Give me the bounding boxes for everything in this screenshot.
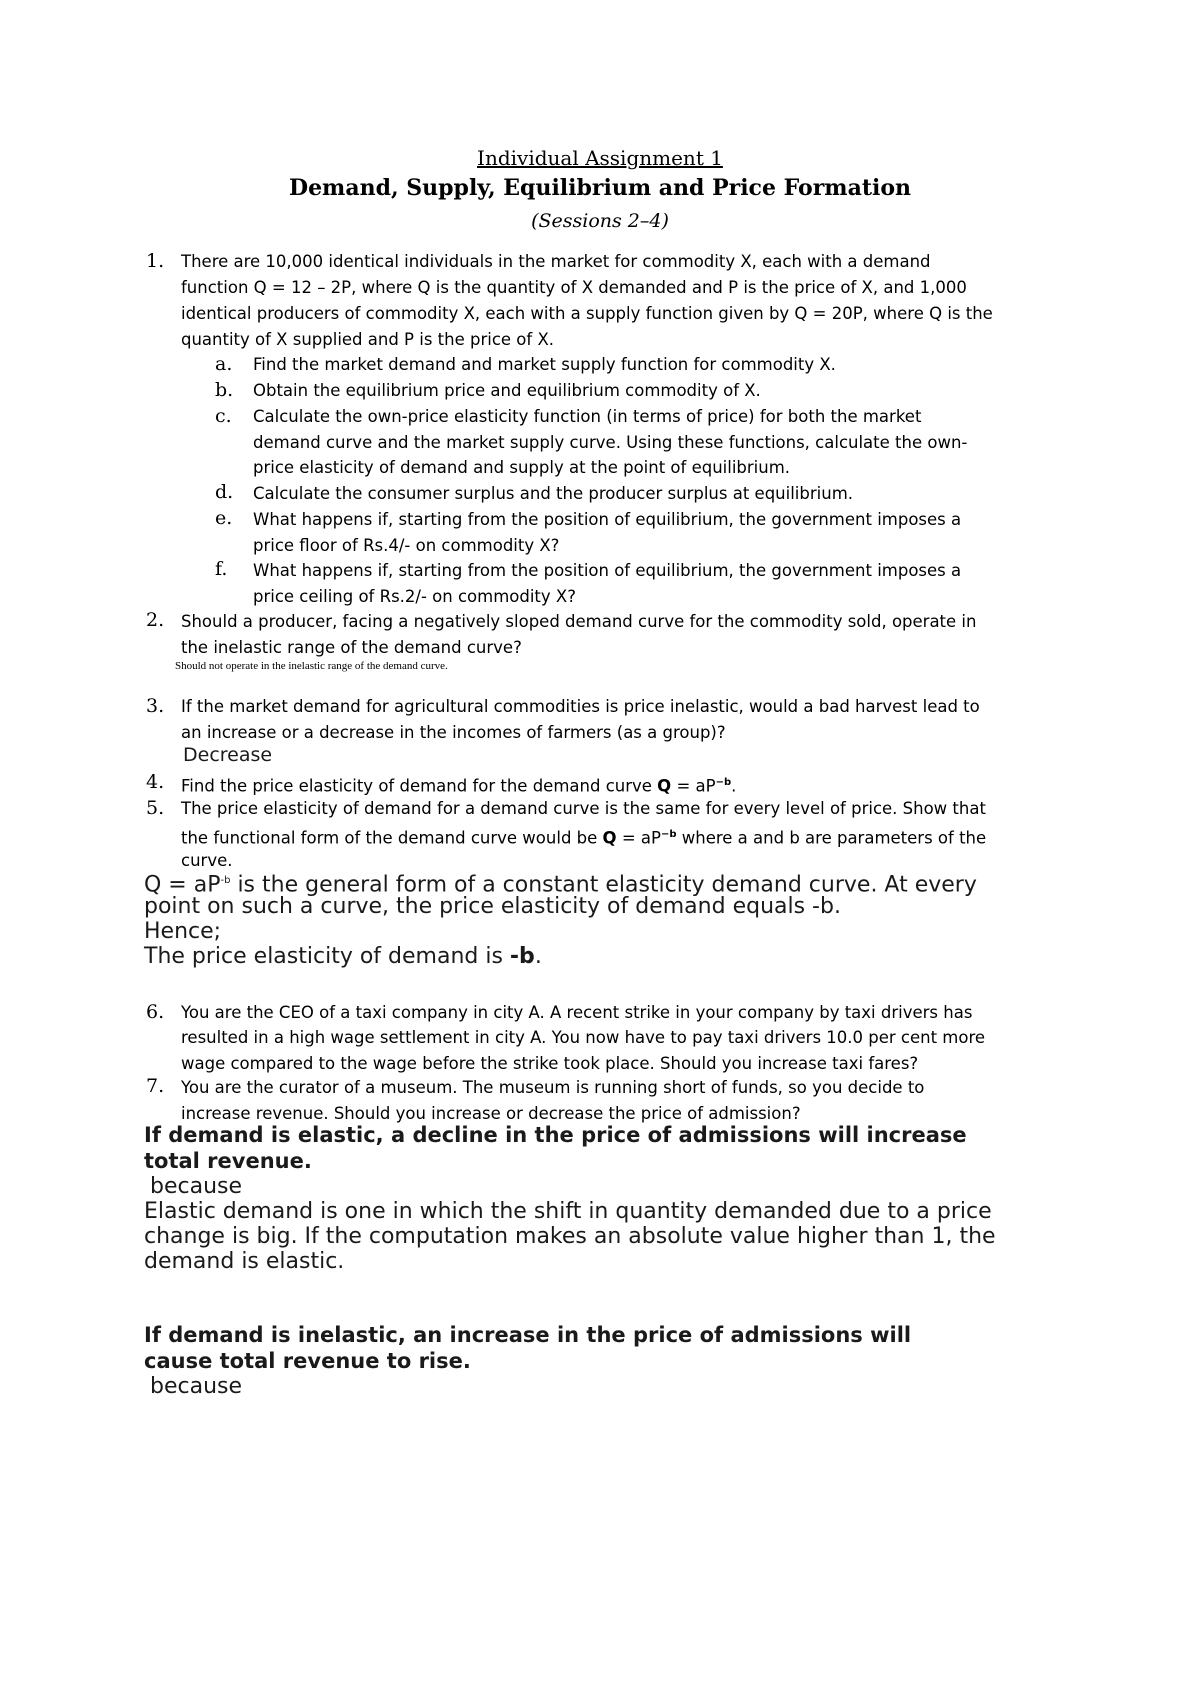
q7-line: You are the curator of a museum. The museum is running short of funds, so you decide to xyxy=(181,1078,925,1097)
q1f-text: What happens if, starting from the position of equilibrium, the government imposes a xyxy=(253,561,962,580)
q6-line: You are the CEO of a taxi company in city A. A recent strike in your company by taxi drivers has xyxy=(181,1003,973,1022)
q1e-text: price floor of Rs.4/- on commodity X? xyxy=(253,536,560,555)
q6-line: resulted in a high wage settlement in city A. You now have to pay taxi drivers 10.0 per cent more xyxy=(181,1028,986,1047)
q3-answer: Decrease xyxy=(183,744,273,766)
q1c-text: Calculate the own-price elasticity function (in terms of price) for both the market xyxy=(253,407,922,426)
q3-line: If the market demand for agricultural commodities is price inelastic, would a bad harvest lead to xyxy=(181,697,980,716)
q7-answer-inelastic: cause total revenue to rise. xyxy=(144,1349,471,1373)
q3-line: an increase or a decrease in the incomes of farmers (as a group)? xyxy=(181,723,726,742)
q1-line: identical producers of commodity X, each with a supply function given by Q = 20P, where Q is the xyxy=(181,304,993,323)
page-title: Demand, Supply, Equilibrium and Price Formation xyxy=(288,175,912,201)
q2-line: the inelastic range of the demand curve? xyxy=(181,638,522,657)
q3-number: 3. xyxy=(146,695,165,717)
q1c-text: demand curve and the market supply curve. Using these functions, calculate the own- xyxy=(253,433,968,452)
q6-line: wage compared to the wage before the strike took place. Should you increase taxi fares? xyxy=(181,1054,919,1073)
q1b-text: Obtain the equilibrium price and equilibrium commodity of X. xyxy=(253,381,761,400)
q1f-text: price ceiling of Rs.2/- on commodity X? xyxy=(253,587,576,606)
q2-line: Should a producer, facing a negatively sloped demand curve for the commodity sold, operate in xyxy=(181,612,977,631)
assignment-label: Individual Assignment 1 xyxy=(477,146,723,170)
q1c-text: price elasticity of demand and supply at the point of equilibrium. xyxy=(253,458,791,477)
q4-line: Find the price elasticity of demand for the demand curve $Q = aP^{-b}$. xyxy=(181,776,737,796)
q1-number: 1. xyxy=(146,250,165,272)
q1a-letter: a. xyxy=(215,353,233,375)
q7-because: because xyxy=(150,1374,243,1399)
q1a-text: Find the market demand and market supply function for commodity X. xyxy=(253,355,836,374)
q1e-text: What happens if, starting from the position of equilibrium, the government imposes a xyxy=(253,510,962,529)
q7-number: 7. xyxy=(146,1075,165,1097)
q7-because: because xyxy=(150,1174,243,1199)
q5-answer-line: The price elasticity of demand is -b. xyxy=(144,944,542,969)
q6-number: 6. xyxy=(146,1001,165,1023)
q5-line: curve. xyxy=(181,851,233,870)
q2-number: 2. xyxy=(146,609,165,631)
q1c-letter: c. xyxy=(215,405,232,427)
q1f-letter: f. xyxy=(215,558,228,580)
q5-line: the functional form of the demand curve would be $Q = aP^{-b}$ where a and b are parameters of the xyxy=(181,828,987,848)
q1-line: There are 10,000 identical individuals in the market for commodity X, each with a demand xyxy=(181,252,931,271)
q1d-letter: d. xyxy=(215,481,234,503)
q7-explanation: Elastic demand is one in which the shift in quantity demanded due to a price xyxy=(144,1199,992,1224)
q4-number: 4. xyxy=(146,771,165,793)
q7-answer-elastic: If demand is elastic, a decline in the price of admissions will increase xyxy=(144,1123,967,1147)
q5-answer-line: point on such a curve, the price elasticity of demand equals -b. xyxy=(144,894,841,919)
q7-line: increase revenue. Should you increase or decrease the price of admission? xyxy=(181,1104,801,1123)
q1-line: quantity of X supplied and P is the price of X. xyxy=(181,330,555,349)
q5-line: The price elasticity of demand for a demand curve is the same for every level of price. Show that xyxy=(181,799,986,818)
sessions-subtitle: (Sessions 2–4) xyxy=(531,210,669,232)
q2-answer: Should not operate in the inelastic range of the demand curve. xyxy=(175,660,448,672)
q1b-letter: b. xyxy=(215,379,234,401)
q7-answer-elastic: total revenue. xyxy=(144,1149,312,1173)
q7-explanation: change is big. If the computation makes an absolute value higher than 1, the xyxy=(144,1224,996,1249)
q1d-text: Calculate the consumer surplus and the producer surplus at equilibrium. xyxy=(253,484,854,503)
q5-answer-line: $Q = aP^{-b}$ is the general form of a constant elasticity demand curve. At every xyxy=(144,872,977,898)
q5-answer-line: Hence; xyxy=(144,919,222,944)
q1-line: function Q = 12 – 2P, where Q is the quantity of X demanded and P is the price of X, and 1,000 xyxy=(181,278,967,297)
q1e-letter: e. xyxy=(215,507,233,529)
q5-number: 5. xyxy=(146,797,165,819)
q7-answer-inelastic: If demand is inelastic, an increase in the price of admissions will xyxy=(144,1323,912,1347)
q7-explanation: demand is elastic. xyxy=(144,1249,345,1274)
